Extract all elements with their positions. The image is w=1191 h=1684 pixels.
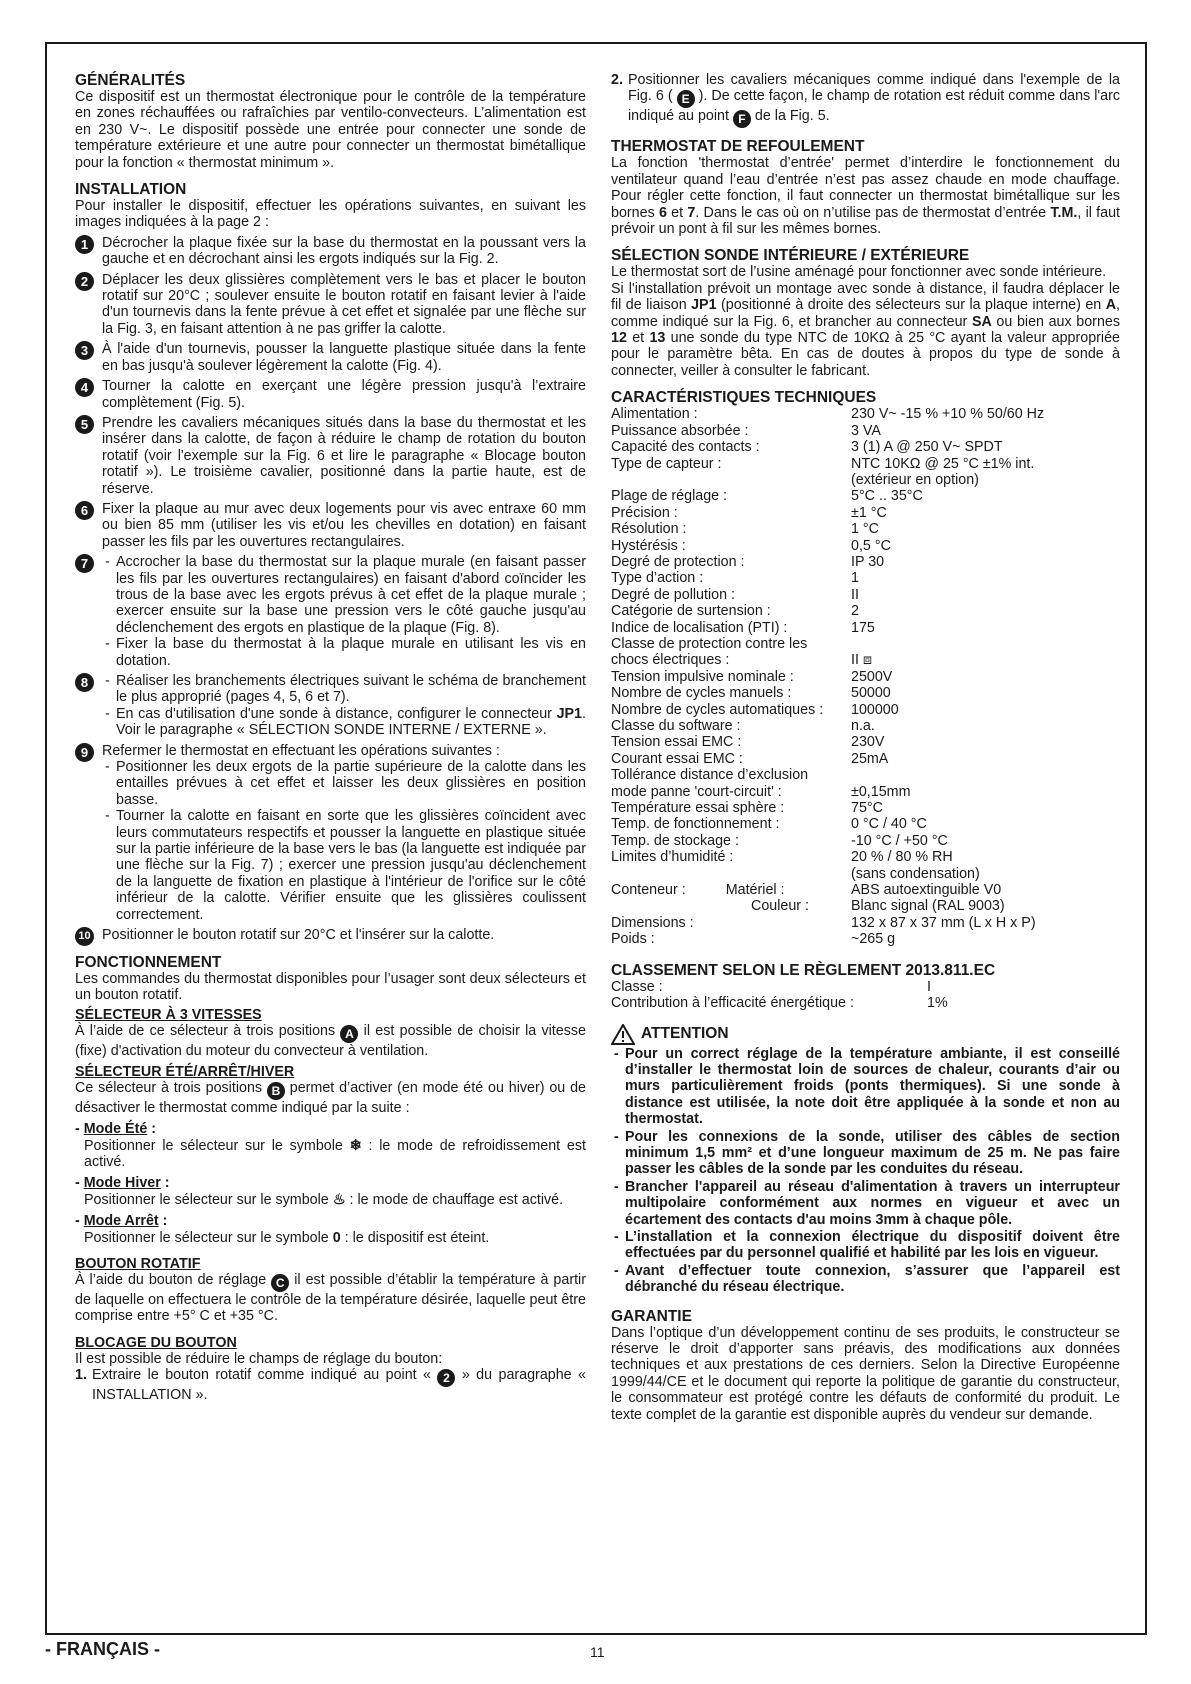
step-intro: Refermer le thermostat en effectuant les opérations suivantes : (102, 742, 500, 759)
spec-row: Poids : ~265 g (611, 931, 896, 948)
section-title-fonctionnement: FONCTIONNEMENT (75, 953, 222, 971)
step-text: Décrocher la plaque fixée sur la base du thermostat en la poussant vers la gauche et en décrochant ainsi les ergots indiqués sur la Fig. 2. (102, 234, 586, 268)
spec-key: Nombre de cycles automatiques : (611, 701, 824, 718)
blocage-intro: Il est possible de réduire le champs de réglage du bouton: (75, 1350, 443, 1367)
step-number-badge: 7 (75, 554, 94, 573)
spec-value: 175 (851, 619, 875, 636)
warning-triangle-icon (611, 1024, 635, 1045)
spec-value (851, 636, 1120, 652)
step-subitem: - Tourner la calotte en faisant en sorte que les glissières coïncident avec leurs commutateurs respectifs et pousser la languette en plastique située sur la partie inférieure de la base vers le bas (la languette est indiquée par une flèche sur la Fig. 7) ; exercer une pression jusqu'au déclenchement de la languette de fixation en plastique à l'intérieur de l'orifice sur le côté inférieur de la calotte. Vérifier ensuite que les glissières coulissent correctement. (102, 808, 586, 923)
spec-key: Limites d’humidité : (611, 849, 734, 866)
attention-list (611, 1046, 1120, 1296)
spec-row (611, 439, 1120, 455)
step-text: À l'aide d'un tournevis, pousser la languette plastique située dans la fente en bas jusqu'à soulever légèrement la calotte (Fig. 4). (102, 341, 586, 374)
right-column (611, 72, 1120, 1423)
step-number-badge: 6 (75, 501, 94, 520)
step-text: Prendre les cavaliers mécaniques situés dans la base du thermostat et les insérer dans la calotte, de façon à réduire le champ de rotation du bouton rotatif (voir l'exemple sur la Fig. 6 et lire le paragraphe « Blocage bouton rotatif »). Le troisième cavalier, positionné dans la partie haute, est de réserve. (102, 414, 586, 497)
section-title-refoulement: THERMOSTAT DE REFOULEMENT (611, 138, 865, 156)
blocage-step-1: 1. Extraire le bouton rotatif comme indiqué au point « 2 » du paragraphe « INSTALLATION ». (75, 1367, 586, 1404)
spec-row (611, 587, 1120, 603)
install-step-10 (75, 927, 586, 943)
step-number-badge: 2 (75, 272, 94, 291)
spec-value: 0 °C / 40 °C (851, 816, 927, 833)
spec-row (611, 521, 1120, 537)
spec-row (611, 849, 1120, 865)
page-number: 11 (590, 1644, 605, 1660)
step-number-badge: 8 (75, 673, 94, 692)
spec-row (611, 866, 1120, 882)
spec-key: Degré de pollution : (611, 586, 735, 603)
spec-value: (extérieur en option) (851, 471, 979, 488)
spec-row (611, 734, 1120, 750)
spec-key: Classe du software : (611, 718, 741, 734)
callout-badge: E (677, 90, 695, 108)
install-step-4 (75, 378, 586, 411)
subsection-title-blocage: BLOCAGE DU BOUTON (75, 1334, 237, 1351)
blocage-step-2: 2. Positionner les cavaliers mécaniques comme indiqué dans l'exemple de la Fig. 6 ( E ). De cette façon, le champ de rotation est réduit comme dans l'arc indiqué au point F de la Fig. 5. (611, 72, 1120, 127)
spec-value: 3 VA (851, 422, 881, 439)
step-number-badge: 5 (75, 415, 94, 434)
attention-item: - L’installation et la connexion électrique du dispositif doivent être effectuées par du personnel qualifié et habilité par les lois en vigueur. (611, 1229, 1120, 1262)
section-title-specs: CARACTÉRISTIQUES TECHNIQUES (611, 389, 877, 407)
selecteur-vitesses-text: À l’aide de ce sélecteur à trois positions A il est possible de choisir la vitesse (fixe) d'activation du moteur du convecteur à ventilation. (75, 1023, 586, 1060)
section-title-classement: CLASSEMENT SELON LE RÈGLEMENT 2013.811.EC (611, 961, 996, 979)
install-step-5 (75, 415, 586, 497)
callout-badge: A (340, 1025, 358, 1043)
install-step-2 (75, 272, 586, 338)
spec-key: Nombre de cycles manuels : (611, 685, 792, 702)
fonctionnement-text: Les commandes du thermostat disponibles pour l’usager sont deux sélecteurs et un bouton rotatif. (75, 970, 586, 1003)
spec-key: mode panne 'court-circuit' : (611, 783, 782, 800)
step-number-badge: 10 (75, 927, 94, 946)
spec-value: 0,5 °C (851, 537, 891, 554)
generalites-text: Ce dispositif est un thermostat électronique pour le contrôle de la température en zones réchauffées ou rafraîchies par ventilo-convecteurs. L’alimentation est en 230 V~. Le dispositif possède une entrée pour connecter une sonde de température extérieure et une autre pour connecter un thermostat bimétallique pour la fonction « thermostat minimum ». (75, 89, 586, 171)
spec-value: 230 V~ -15 % +10 % 50/60 Hz (851, 406, 1045, 423)
spec-value: -10 °C / +50 °C (851, 832, 948, 849)
attention-item: - Pour un correct réglage de la température ambiante, il est conseillé d’installer le thermostat loin de sources de chaleur, courants d’air ou murs particulièrement froids (ponts thermiques). Si une sonde à distance est utilisée, la note doit être appliquée à la sonde et non au thermostat. (611, 1046, 1120, 1128)
spec-key: Courant essai EMC : (611, 750, 743, 767)
spec-value: 2500V (851, 668, 893, 685)
step-subitem: - Positionner les deux ergots de la partie supérieure de la calotte dans les entailles prévues à cet effet et laisser les deux glissières en position basse. (102, 759, 586, 808)
install-step-3 (75, 341, 586, 374)
mode-arret: - Mode Arrêt : Positionner le sélecteur sur le symbole 0 : le dispositif est éteint. (75, 1213, 490, 1246)
spec-row (611, 620, 1120, 636)
spec-row (611, 488, 1120, 504)
spec-row (611, 554, 1120, 570)
spec-row (611, 669, 1120, 685)
spec-value: 100000 (851, 701, 899, 718)
spec-key: Hystérésis : (611, 537, 686, 554)
spec-key: Résolution : (611, 521, 687, 538)
attention-item: - Pour les connexions de la sonde, utiliser des câbles de section minimum 1,5 mm² et d’une longueur maximum de 25 m. Ne pas faire passer les câbles de la sonde par les conduites du réseau. (611, 1129, 1120, 1178)
spec-row (611, 505, 1120, 521)
refoulement-text: La fonction 'thermostat d’entrée' permet d’interdire le fonctionnement du ventilateur quand l’eau d’entrée n’est pas assez chaude en mode chauffage. Pour régler cette fonction, il faut connecter un thermostat bimétallique sur les bornes 6 et 7. Dans le cas où on n’utilise pas de thermostat d’entrée T.M., il faut prévoir un pont à fil sur les mêmes bornes. (611, 155, 1121, 238)
section-title-sonde: SÉLECTION SONDE INTÉRIEURE / EXTÉRIEURE (611, 247, 970, 265)
spec-value: ±1 °C (851, 504, 887, 521)
snowflake-icon: ❄ (349, 1137, 362, 1154)
callout-badge: 2 (437, 1369, 455, 1387)
spec-value: NTC 10KΩ @ 25 °C ±1% int. (851, 455, 1035, 472)
spec-row (611, 423, 1120, 439)
spec-key: Type de capteur : (611, 455, 722, 472)
spec-row (611, 570, 1120, 586)
spec-key: Alimentation : (611, 406, 698, 423)
attention-title: ATTENTION (611, 1024, 1120, 1045)
selecteur-ete-hiver-text: Ce sélecteur à trois positions B permet d’activer (en mode été ou hiver) ou de désactiver le thermostat comme indiqué par la suite : (75, 1079, 586, 1116)
spec-row (611, 800, 1120, 816)
garantie-text: Dans l’optique d’un développement continu de ses produits, le constructeur se réserve le droit d’apporter sans préavis, des modifications aux données techniques et aux prestations de ces derniers. Selon la Directive Européenne 1999/44/CE et le document qui reporte la politique de garantie du constructeur, le consommateur est protégé contre les défauts de conformité du produit. Le texte complet de la garantie est disponible auprès du vendeur sur demande. (611, 1324, 1120, 1423)
spec-value (851, 767, 1120, 783)
step-text: Positionner le bouton rotatif sur 20°C et l'insérer sur la calotte. (102, 927, 495, 944)
classement-table: Classe : I Contribution à l’efficacité énergétique : 1% (611, 978, 948, 1012)
spec-row (611, 406, 1120, 422)
spec-value: II (851, 586, 859, 603)
spec-value: 5°C .. 35°C (851, 488, 923, 505)
install-step-6 (75, 501, 586, 550)
spec-value: 1 (851, 570, 859, 587)
callout-badge: F (733, 110, 751, 128)
spec-value: 20 % / 80 % RH (851, 849, 953, 866)
step-text: Déplacer les deux glissières complètement vers le bas et placer le bouton rotatif sur 20°C ; soulever ensuite le bouton rotatif en faisant levier à l'aide d'un tournevis dans la fente prévue à cet effet et signalée par une flèche sur la Fig. 3, en faisant attention à ne pas griffer la calotte. (102, 271, 586, 337)
specs-table (611, 406, 1120, 947)
mode-title: Mode Hiver (83, 1175, 161, 1192)
sonde-text-2: Si l'installation prévoit un montage avec sonde à distance, il faudra déplacer le fil de liaison JP1 (positionné à droite des sélecteurs sur la plaque interne) en A, comme indiqué sur la Fig. 6, et brancher au connecteur SA ou bien aux bornes 12 et 13 une sonde du type NTC de 10KΩ à 25 °C ayant la valeur appropriée pour le paramètre bêta. En cas de doutes à propos du type de sonde à connecter, veiller à consulter le fabricant. (611, 280, 1120, 379)
spec-key: Tension impulsive nominale : (611, 668, 794, 685)
subsection-title-bouton-rotatif: BOUTON ROTATIF (75, 1255, 201, 1272)
spec-key: Classe de protection contre les (611, 635, 808, 652)
spec-row: Dimensions : 132 x 87 x 37 mm (L x H x P) (611, 914, 1036, 931)
spec-value: 25mA (851, 750, 889, 767)
callout-badge: C (271, 1274, 289, 1292)
spec-key: chocs électriques : (611, 652, 730, 669)
step-text: Tourner la calotte en exerçant une légère pression jusqu'à l’extraire complètement (Fig. 5). (102, 378, 586, 411)
spec-row (611, 702, 1120, 718)
subsection-title-selecteur-vitesses: SÉLECTEUR À 3 VITESSES (75, 1007, 262, 1024)
spec-key: Puissance absorbée : (611, 422, 749, 439)
spec-value: 50000 (851, 685, 891, 702)
spec-key: Degré de protection : (611, 553, 745, 570)
step-subitem: - Accrocher la base du thermostat sur la plaque murale (en faisant passer les fils par les ouvertures rectangulaires) en faisant d'abord coïncider les trous de la base avec les ergots prévus à cet effet de la plaque murale ; exercer ensuite sur la base une pression vers le côté gauche jusqu'au déclenchement des ergots en plastique de la plaque (Fig. 8). (102, 554, 586, 636)
left-column (75, 72, 586, 1404)
spec-row (611, 472, 1120, 488)
install-step-8 (75, 673, 586, 739)
spec-value: (sans condensation) (851, 865, 980, 882)
bouton-rotatif-text: À l’aide du bouton de réglage C il est possible d’établir la température à partir de laquelle on effectuera le contrôle de la température désirée, laquelle peut être comprise entre +5° C et +35 °C. (75, 1271, 586, 1325)
spec-row (611, 685, 1120, 701)
spec-row (611, 718, 1120, 734)
spec-key: Tension essai EMC : (611, 734, 742, 751)
spec-key: Capacité des contacts : (611, 439, 760, 456)
spec-key (611, 472, 851, 488)
subsection-title-selecteur-ete-hiver: SÉLECTEUR ÉTÉ/ARRÊT/HIVER (75, 1063, 295, 1080)
spec-value: II ⧈ (851, 652, 873, 669)
flame-icon: ♨ (332, 1191, 346, 1208)
step-subitem: - Fixer la base du thermostat à la plaque murale en utilisant les vis en dotation. (102, 636, 586, 669)
step-number-badge: 4 (75, 378, 94, 397)
language-label: - FRANÇAIS - (45, 1639, 160, 1659)
step-text: Fixer la plaque au mur avec deux logements pour vis avec entraxe 60 mm ou bien 85 mm (utiliser les vis et/ou les chevilles en dotation) en faisant passer les fils par les ouvertures rectangulaires. (102, 500, 586, 550)
spec-key: Plage de réglage : (611, 488, 728, 505)
spec-row (611, 652, 1120, 668)
mode-title: Mode Été (83, 1121, 148, 1138)
spec-key: Catégorie de surtension : (611, 603, 771, 620)
spec-key (611, 866, 851, 882)
spec-row (611, 767, 1120, 783)
step-subitem: - Réaliser les branchements électriques suivant le schéma de branchement le plus approprié (pages 4, 5, 6 et 7). (102, 673, 586, 706)
mode-hiver: - Mode Hiver : Positionner le sélecteur sur le symbole ♨ : le mode de chauffage est activé. (75, 1175, 564, 1208)
spec-key: Précision : (611, 504, 678, 521)
spec-value: IP 30 (851, 553, 885, 570)
spec-key: Indice de localisation (PTI) : (611, 619, 788, 636)
spec-value: 2 (851, 603, 859, 620)
attention-item: - Brancher l'appareil au réseau d'alimentation à travers un interrupteur multipolaire conformément aux normes en vigueur et avec un écartement des contacts d'au moins 3mm à chaque pôle. (611, 1179, 1120, 1228)
mode-title: Mode Arrêt (83, 1213, 159, 1230)
spec-row: Conteneur : Matériel : ABS autoextinguible V0 (611, 882, 1002, 899)
spec-value: ±0,15mm (851, 783, 911, 800)
attention-item: - Avant d’effectuer toute connexion, s’assurer que l’appareil est débranché du réseau électrique. (611, 1263, 1120, 1296)
spec-value: 1 °C (851, 521, 879, 538)
section-title-generalites: GÉNÉRALITÉS (75, 72, 186, 89)
install-step-7 (75, 554, 586, 669)
spec-row (611, 816, 1120, 832)
spec-key: Type d’action : (611, 570, 704, 587)
spec-row (611, 751, 1120, 767)
section-title-installation: INSTALLATION (75, 181, 187, 199)
spec-row (611, 784, 1120, 800)
step-number-badge: 3 (75, 341, 94, 360)
spec-row (611, 636, 1120, 652)
spec-key: Tollérance distance d’exclusion (611, 767, 809, 784)
step-number-badge: 1 (75, 235, 94, 254)
installation-intro: Pour installer le dispositif, effectuer les opérations suivantes, en suivant les images indiquées à la page 2 : (75, 198, 586, 231)
spec-key: Temp. de stockage : (611, 832, 739, 849)
callout-badge: B (267, 1082, 285, 1100)
spec-value: n.a. (851, 718, 875, 734)
spec-row: Couleur : Blanc signal (RAL 9003) (751, 898, 1005, 915)
spec-row (611, 603, 1120, 619)
spec-key: Temp. de fonctionnement : (611, 816, 780, 833)
step-number-badge: 9 (75, 743, 94, 762)
spec-row (611, 456, 1120, 472)
step-subitem: - En cas d'utilisation d'une sonde à distance, configurer le connecteur JP1. Voir le paragraphe « SÉLECTION SONDE INTERNE / EXTERNE ». (102, 706, 586, 739)
install-step-9 (75, 743, 586, 923)
spec-row (611, 538, 1120, 554)
sonde-text-1: Le thermostat sort de l’usine aménagé pour fonctionner avec sonde intérieure. (611, 264, 1107, 281)
mode-ete: - Mode Été : Positionner le sélecteur sur le symbole ❄ : le mode de refroidissement est activé. (75, 1121, 586, 1170)
install-step-1 (75, 235, 586, 268)
spec-value: 75°C (851, 800, 883, 817)
spec-value: 3 (1) A @ 250 V~ SPDT (851, 439, 1003, 456)
spec-row (611, 833, 1120, 849)
section-title-garantie: GARANTIE (611, 1307, 692, 1325)
spec-value: 230V (851, 734, 885, 751)
spec-key: Température essai sphère : (611, 800, 785, 817)
